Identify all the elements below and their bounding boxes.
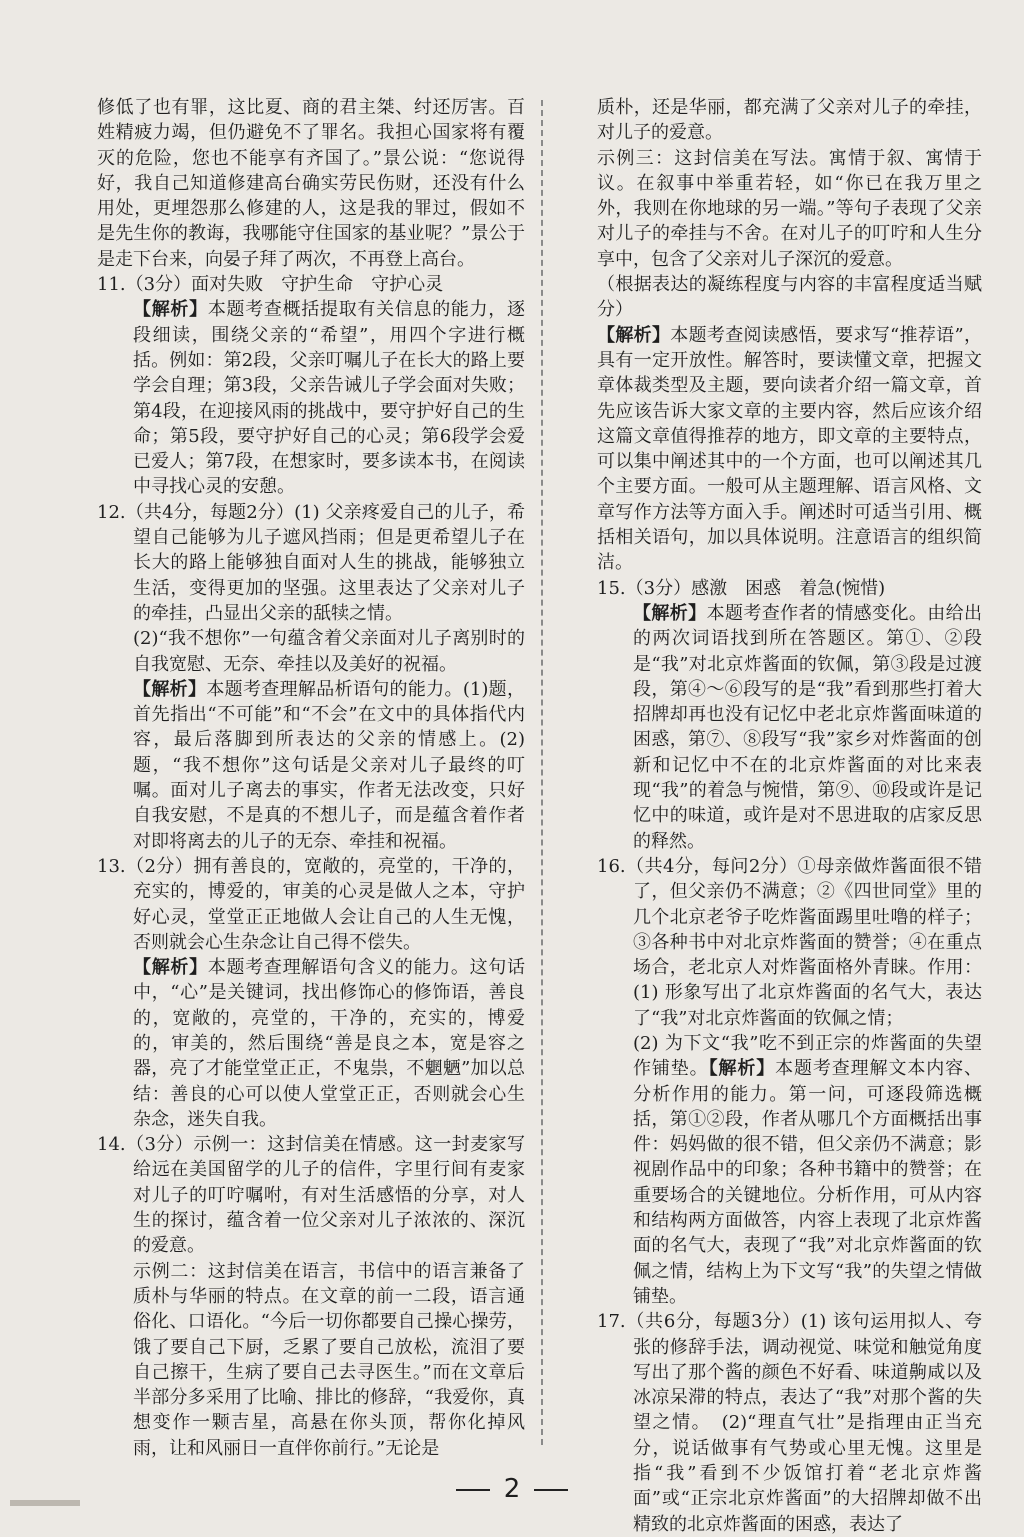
analysis-text: 本题考查理解文本内容、分析作用的能力。第一问，可逐段筛选概括，第①②段，作者从哪几个方面概括出事件：妈妈做的很不错，但父亲仍不满意；影视剧作品中的印象；各种书籍中的赞誉；在重要场合的关键地位。分析作用，可从内容和结构两方面做答，内容上表现了北京炸酱面的名气大，表现了“我”对北京炸酱面的钦佩之情，结构上为下文写“我”的失望之情做铺垫。: [633, 1058, 983, 1307]
scoring-note: （根据表达的凝练程度与内容的丰富程度适当赋分）: [597, 274, 982, 321]
answer-13: 13.（2分）拥有善良的，宽敞的，亮堂的，干净的，充实的，博爱的，审美的心灵是做人之本，守护好心灵，堂堂正正地做人会让自己的人生无愧，否则就会心生杂念让自己得不偿失。: [97, 855, 525, 953]
analysis-tag: 【解析】: [133, 299, 208, 321]
answer-14: 14.（3分）示例一：这封信美在情感。这一封麦家写给远在美国留学的儿子的信件，字里行间有麦家对儿子的叮咛嘱咐，有对生活感悟的分享，对人生的探讨，蕴含着一位父亲对儿子浓浓的、深沉的爱意。: [97, 1134, 525, 1257]
analysis-tag: 【解析】: [597, 324, 671, 346]
analysis-tag: 【解析】: [633, 602, 707, 624]
footer-dash-left: [456, 1489, 490, 1491]
column-divider: [541, 100, 543, 1445]
answer-15: 15.（3分）感激 困惑 着急(惋惜): [597, 577, 886, 599]
answer-16-part-2: [597, 1031, 982, 1309]
page-footer: [0, 1474, 1024, 1504]
right-column: [597, 95, 982, 1537]
text-paragraph: 修低了也有罪，这比夏、商的君主桀、纣还厉害。百姓精疲力竭，但仍避免不了罪名。我担心国家将有覆灭的危险，您也不能享有齐国了。”景公说：“您说得好，我自己知道修建高台确实劳民伤财，还没有什么用处，更埋怨那么修建的人，这是我的罪过，假如不是先生你的教诲，我哪能守住国家的基业呢？”景公于是走下台来，向晏子拜了两次，不再登上高台。: [97, 97, 525, 270]
answer-text: (2) 为下文“我”吃不到正宗的炸酱面的失望作铺垫。: [633, 1032, 982, 1080]
analysis-text: 本题考查理解品析语句的能力。(1)题，首先指出“不可能”和“不会”在文中的具体指代内容，最后落脚到所表达的父亲的情感上。(2)题，“我不想你”这句话是父亲对儿子最终的叮嘱。面对儿子离去的事实，作者无法改变，只好自我安慰，不是真的不想儿子，而是蕴含着作者对即将离去的儿子的无奈、牵挂和祝福。: [133, 678, 526, 852]
answer-16: 16.（共4分，每问2分）①母亲做炸酱面很不错了，但父亲仍不满意；②《四世同堂》里的几个北京老爷子吃炸酱面踢里吐噜的样子；③各种书中对北京炸酱面的赞誉；④在重点场合，老北京人对炸酱面格外青睐。作用：(1) 形象写出了北京炸酱面的名气大，表达了“我”对北京炸酱面的钦佩之情；: [597, 855, 982, 1029]
analysis-tag: 【解析】: [133, 678, 207, 700]
analysis-11: [97, 297, 525, 499]
analysis-text: 本题考查概括提取有关信息的能力，逐段细读，围绕父亲的“希望”，用四个字进行概括。例如：第2段，父亲叮嘱儿子在长大的路上要学会自理；第3段，父亲告诫儿子学会面对失败；第4段，在迎接风雨的挑战中，要守护好自己的生命；第5段，要守护好自己的心灵；第6段学会爱已爱人；第7段，在想家时，要多读本书，在阅读中寻找心灵的安憩。: [133, 299, 526, 498]
left-column: [97, 95, 525, 1461]
answer-14-example-3: 示例三：这封信美在写法。寓情于叙、寓情于议。在叙事中举重若轻，如“你已在我万里之外，我则在你地球的另一端。”等句子表现了父亲对儿子的牵挂与不舍。在对儿子的叮咛和人生分享中，包含了父亲对儿子深沉的爱意。: [597, 147, 982, 270]
answer-14-example-2: 示例二：这封信美在语言，书信中的语言兼备了质朴与华丽的特点。在文章的前一二段，语言通俗化、口语化。“今后一切你都要自己操心操劳，饿了要自己下厨，乏累了要自己放松，流泪了要自己擦干，生病了要自己去寻医生。”而在文章后半部分多采用了比喻、排比的修辞，“我爱你，真想变作一颗吉星，高悬在你头顶，帮你化掉风雨，让和风丽日一直伴你前行。”无论是: [133, 1260, 525, 1459]
analysis-tag: 【解析】: [708, 1058, 776, 1080]
page-number: 2: [503, 1474, 521, 1504]
analysis-13: [97, 955, 525, 1132]
footer-dash-right: [534, 1489, 568, 1491]
analysis-text: 本题考查理解语句含义的能力。这句话中，“心”是关键词，找出修饰心的修饰语，善良的，宽敞的，亮堂的，干净的，充实的，博爱的，审美的，然后围绕“善是良之本，宽是容之器，亮了才能堂堂正正，不鬼祟，不魍魉”加以总结：善良的心可以使人堂堂正正，否则就会心生杂念，迷失自我。: [133, 957, 526, 1130]
answer-11: 11.（3分）面对失败 守护生命 守护心灵: [97, 274, 444, 296]
analysis-14: [597, 323, 982, 576]
analysis-text: 本题考查作者的情感变化。由给出的两次词语找到所在答题区。第①、②段是“我”对北京炸酱面的钦佩，第③段是过渡段，第④～⑥段写的是“我”看到那些打着大招牌却再也没有记忆中老北京炸酱面味道的困惑，第⑦、⑧段写“我”家乡对炸酱面的创新和记忆中不在的北京炸酱面的对比来表现“我”的着急与惋惜，第⑨、⑩段或许是记忆中的味道，或许是对不思进取的店家反思的释然。: [633, 602, 983, 852]
answer-17: 17.（共6分，每题3分）(1) 该句运用拟人、夸张的修辞手法，调动视觉、味觉和触觉角度写出了那个酱的颜色不好看、味道齁咸以及冰凉呆滞的特点，表达了“我”对那个酱的失望之情。 (2)“理直气壮”是指理由正当充分，说话做事有气势或心里无愧。这里是指“我”看到不少饭馆打着“老北京炸酱面”或“正宗北京炸酱面”的大招牌却做不出精致的北京炸酱面的困惑，表达了: [597, 1311, 982, 1535]
analysis-tag: 【解析】: [133, 957, 208, 979]
answer-12: 12.（共4分，每题2分）(1) 父亲疼爱自己的儿子，希望自己能够为儿子遮风挡雨；但是更希望儿子在长大的路上能够独自面对人生的挑战，能够独立生活，变得更加的坚强。这里表达了父亲对儿子的牵挂，凸显出父亲的舐犊之情。: [97, 501, 525, 624]
scan-mark: [10, 1500, 80, 1506]
answer-12-part-2: (2)“我不想你”一句蕴含着父亲面对儿子离别时的自我宽慰、无奈、牵挂以及美好的祝福。: [133, 628, 525, 675]
analysis-12: [97, 677, 525, 854]
analysis-15: [597, 601, 982, 854]
analysis-text: 本题考查阅读感悟，要求写“推荐语”，具有一定开放性。解答时，要读懂文章，把握文章体裁类型及主题，要向读者介绍一篇文章，首先应该告诉大家文章的主要内容，然后应该介绍这篇文章值得推荐的地方，即文章的主要特点，可以集中阐述其中的一个方面，也可以阐述其几个主要方面。一般可从主题理解、语言风格、文章写作方法等方面入手。阐述时可适当引用、概括相关语句，加以具体说明。注意语言的组织简洁。: [597, 324, 983, 574]
answer-14-continued: 质朴，还是华丽，都充满了父亲对儿子的牵挂，对儿子的爱意。: [597, 97, 982, 144]
